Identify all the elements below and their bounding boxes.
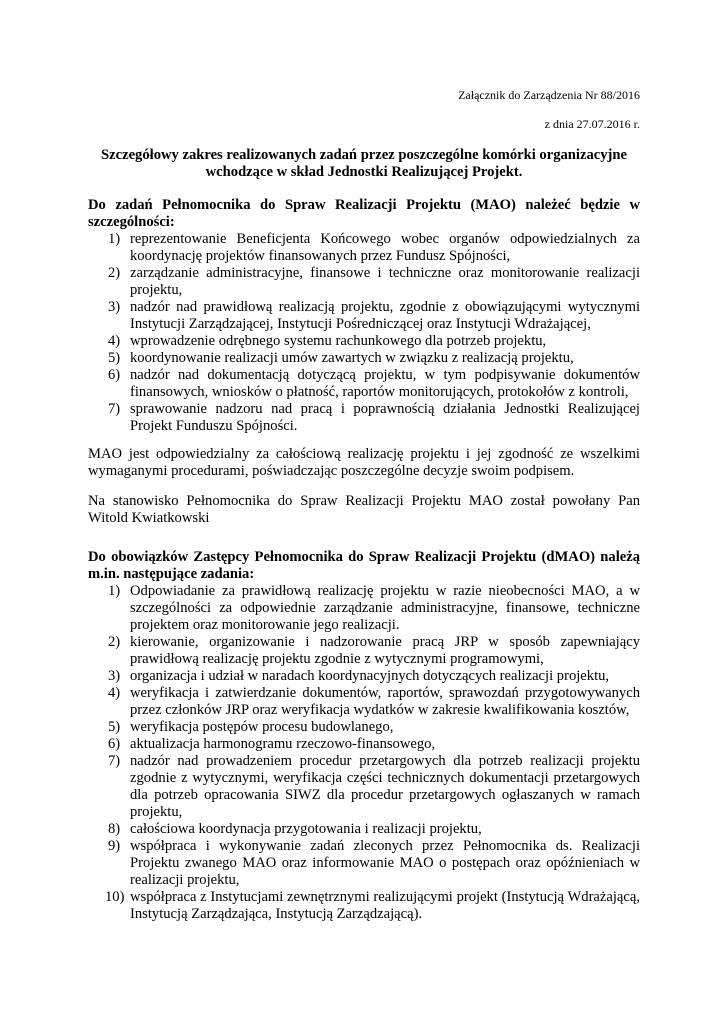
list-item-number: 1) bbox=[108, 583, 121, 599]
list-item-text: współpraca i wykonywanie zadań zleconych przez Pełnomocnika ds. Realizacji Projektu zwanego MAO oraz informowanie MAO o postępach oraz opóźnieniach w realizacji projektu, bbox=[130, 838, 640, 888]
list-item-number: 3) bbox=[108, 299, 121, 315]
list-item bbox=[88, 367, 640, 401]
list-item-number: 1) bbox=[108, 231, 121, 247]
section-dmao-heading: Do obowiązków Zastępcy Pełnomocnika do Spraw Realizacji Projektu (dMAO) należą m.in. następujące zadania: bbox=[88, 549, 640, 582]
list-item-text: wprowadzenie odrębnego systemu rachunkowego dla potrzeb projektu, bbox=[130, 333, 547, 349]
list-item bbox=[88, 583, 640, 634]
list-item-number: 5) bbox=[108, 350, 121, 366]
list-item-number: 7) bbox=[108, 401, 121, 417]
section-dmao-list bbox=[88, 583, 640, 923]
list-item-text: koordynowanie realizacji umów zawartych w związku z realizacją projektu, bbox=[130, 350, 574, 366]
list-item-number: 4) bbox=[108, 333, 121, 349]
list-item-text: nadzór nad prawidłową realizacją projektu, zgodnie z obowiązującymi wytycznymi Instytucji Zarządzającej, Instytucji Pośredniczącej oraz Instytucji Wdrażającej, bbox=[130, 299, 640, 332]
list-item bbox=[88, 401, 640, 435]
list-item-text: współpraca z Instytucjami zewnętrznymi realizującymi projekt (Instytucją Wdrażającą, Instytucją Zarządzająca, Instytucją Zarządzającą). bbox=[130, 889, 640, 922]
list-item-number: 2) bbox=[108, 634, 121, 650]
list-item bbox=[88, 299, 640, 333]
list-item-text: aktualizacja harmonogramu rzeczowo-finansowego, bbox=[130, 736, 436, 752]
list-item bbox=[88, 333, 640, 350]
paragraph-mao-responsibility: MAO jest odpowiedzialny za całościową realizację projektu i jej zgodność ze wszelkimi wymaganymi procedurami, poświadczając poszczególne decyzje swoim podpisem. bbox=[88, 446, 640, 479]
list-item-number: 4) bbox=[108, 685, 121, 701]
list-item-text: całościowa koordynacja przygotowania i realizacji projektu, bbox=[130, 821, 482, 837]
list-item-number: 6) bbox=[108, 367, 121, 383]
list-item bbox=[88, 753, 640, 821]
section-dmao bbox=[88, 549, 640, 923]
list-item-text: weryfikacja postępów procesu budowlanego, bbox=[130, 719, 394, 735]
title-line-2: wchodzące w skład Jednostki Realizującej Projekt. bbox=[205, 164, 523, 180]
list-item bbox=[88, 265, 640, 299]
list-item bbox=[88, 821, 640, 838]
document-title bbox=[88, 147, 640, 181]
list-item-text: weryfikacja i zatwierdzanie dokumentów, raportów, sprawozdań przygotowywanych przez członków JRP oraz weryfikacja wydatków w zakresie kwalifikowania kosztów, bbox=[130, 685, 640, 718]
list-item-number: 7) bbox=[108, 753, 121, 769]
list-item-text: nadzór nad prowadzeniem procedur przetargowych dla potrzeb realizacji projektu zgodnie z wytycznymi, weryfikacja części technicznych dokumentacji przetargowych dla potrzeb opracowania SIWZ dla procedur przetargowych ogłaszanych w ramach projektu, bbox=[130, 753, 640, 820]
title-line-1: Szczegółowy zakres realizowanych zadań przez poszczególne komórki organizacyjne bbox=[101, 147, 627, 163]
list-item-text: Odpowiadanie za prawidłową realizację projektu w razie nieobecności MAO, a w szczególności za odpowiednie zarządzanie administracyjne, finansowe, techniczne projektem oraz monitorowanie jego realizacji. bbox=[130, 583, 640, 633]
section-mao-heading: Do zadań Pełnomocnika do Spraw Realizacji Projektu (MAO) należeć będzie w szczególności: bbox=[88, 197, 640, 230]
list-item-text: nadzór nad dokumentacją dotyczącą projektu, w tym podpisywanie dokumentów finansowych, wniosków o płatność, raportów monitorujących, protokołów z kontroli, bbox=[130, 367, 640, 400]
list-item bbox=[88, 736, 640, 753]
list-item-text: sprawowanie nadzoru nad pracą i poprawnością działania Jednostki Realizującej Projekt Funduszu Spójności. bbox=[130, 401, 640, 434]
section-mao-list bbox=[88, 231, 640, 435]
list-item bbox=[88, 231, 640, 265]
list-item-text: organizacja i udział w naradach koordynacyjnych dotyczących realizacji projektu, bbox=[130, 668, 610, 684]
list-item-number: 8) bbox=[108, 821, 121, 837]
list-item bbox=[88, 668, 640, 685]
list-item bbox=[88, 719, 640, 736]
list-item-text: zarządzanie administracyjne, finansowe i techniczne oraz monitorowanie realizacji projektu, bbox=[130, 265, 640, 298]
list-item-number: 3) bbox=[108, 668, 121, 684]
paragraph-mao-appointment: Na stanowisko Pełnomocnika do Spraw Realizacji Projektu MAO został powołany Pan Witold Kwiatkowski bbox=[88, 493, 640, 526]
list-item-number: 6) bbox=[108, 736, 121, 752]
list-item bbox=[88, 889, 640, 923]
list-item bbox=[88, 634, 640, 668]
list-item-text: reprezentowanie Beneficjenta Końcowego wobec organów odpowiedzialnych za koordynację projektów finansowanych przez Fundusz Spójności, bbox=[130, 231, 640, 264]
list-item-number: 2) bbox=[108, 265, 121, 281]
list-item bbox=[88, 685, 640, 719]
list-item-number: 5) bbox=[108, 719, 121, 735]
list-item-number: 9) bbox=[108, 838, 121, 854]
list-item bbox=[88, 838, 640, 889]
list-item-text: kierowanie, organizowanie i nadzorowanie pracą JRP w sposób zapewniający prawidłową realizację projektu zgodnie z wytycznymi programowymi, bbox=[130, 634, 640, 667]
list-item bbox=[88, 350, 640, 367]
attachment-date: z dnia 27.07.2016 r. bbox=[544, 117, 640, 131]
list-item-number: 10) bbox=[105, 889, 125, 905]
attachment-note: Załącznik do Zarządzenia Nr 88/2016 bbox=[458, 88, 640, 102]
section-mao bbox=[88, 197, 640, 435]
